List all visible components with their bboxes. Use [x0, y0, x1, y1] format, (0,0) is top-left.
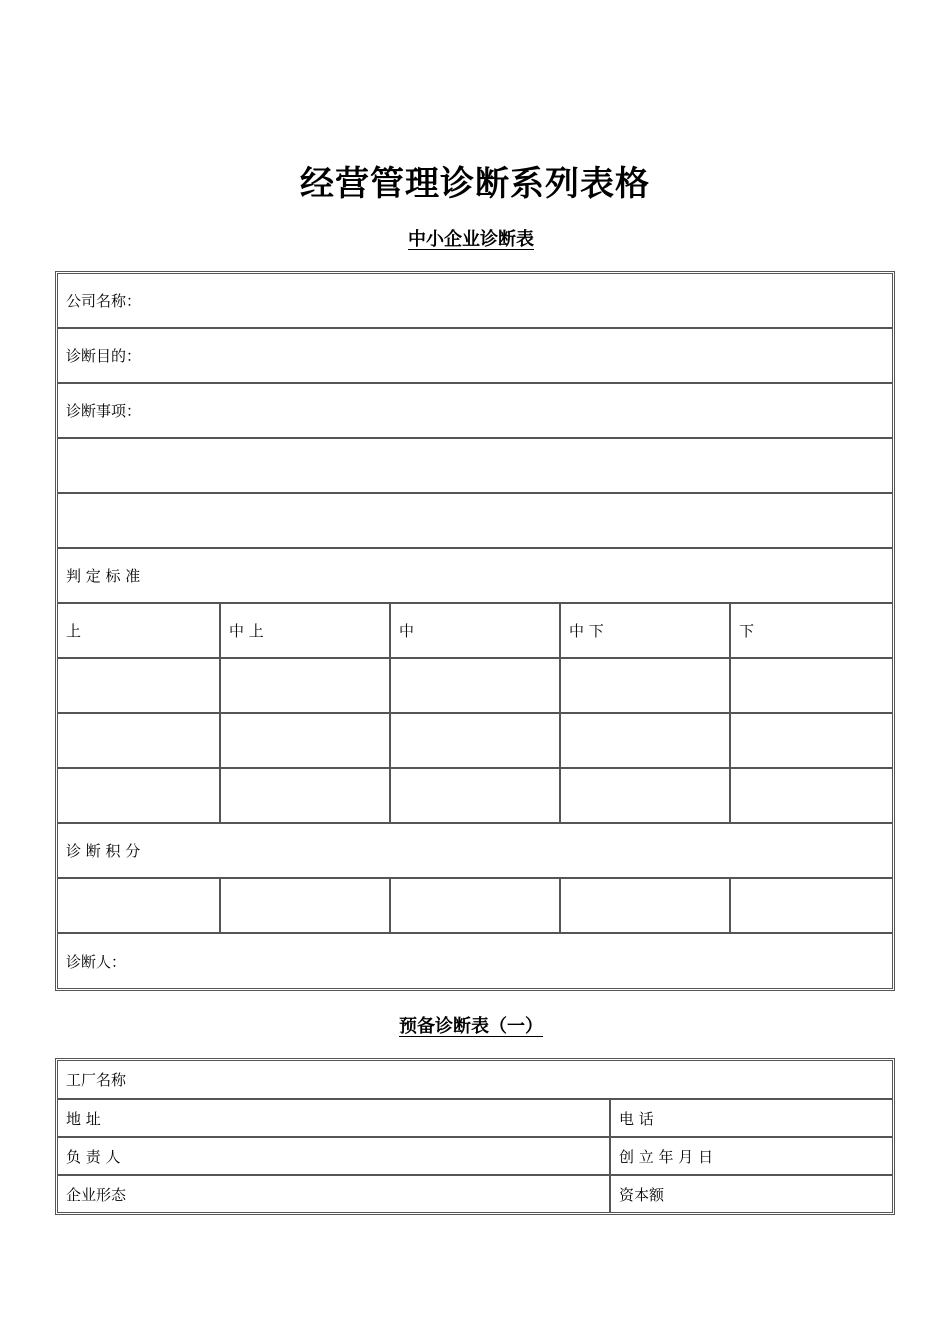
grade-cell: 中 上	[219, 604, 389, 657]
blank-cell	[729, 659, 892, 712]
phone-label: 电 话	[609, 1100, 892, 1136]
diagnoser-label: 诊断人：	[66, 952, 127, 971]
items-row	[58, 384, 892, 439]
blank-cell	[219, 714, 389, 767]
manager-row	[58, 1138, 892, 1176]
address-row	[58, 1100, 892, 1138]
address-label: 地 址	[66, 1109, 101, 1128]
score-row	[58, 824, 892, 879]
criteria-label: 判 定 标 准	[66, 567, 141, 585]
blank-cell	[389, 714, 559, 767]
purpose-label: 诊断目的：	[66, 347, 142, 365]
diagnoser-row	[58, 934, 892, 988]
score-label: 诊 断 积 分	[66, 842, 141, 860]
factory-name-label: 工厂名称	[66, 1071, 127, 1089]
blank-cell	[559, 769, 729, 822]
company-name-row	[58, 274, 892, 329]
blank-cell	[389, 879, 559, 932]
enterprise-type-label: 企业形态	[66, 1185, 127, 1204]
founded-label: 创 立 年 月 日	[609, 1138, 892, 1174]
page-title: 经营管理诊断系列表格	[300, 164, 650, 204]
grade-blank-row	[58, 769, 892, 824]
grade-cell: 中 下	[559, 604, 729, 657]
score-blank-row	[58, 879, 892, 934]
blank-cell	[219, 659, 389, 712]
grade-blank-row	[58, 714, 892, 769]
blank-cell	[389, 769, 559, 822]
blank-cell	[58, 769, 219, 822]
enterprise-type-row	[58, 1176, 892, 1212]
blank-cell	[559, 714, 729, 767]
blank-cell	[389, 659, 559, 712]
blank-cell	[219, 879, 389, 932]
manager-label: 负 责 人	[66, 1147, 121, 1166]
criteria-row	[58, 549, 892, 604]
capital-label: 资本额	[609, 1176, 892, 1212]
blank-cell	[729, 879, 892, 932]
blank-cell	[729, 769, 892, 822]
blank-cell	[219, 769, 389, 822]
grade-cell: 上	[66, 622, 82, 640]
blank-cell	[58, 659, 219, 712]
blank-cell	[559, 879, 729, 932]
purpose-row	[58, 329, 892, 384]
items-label: 诊断事项：	[66, 402, 142, 420]
blank-cell	[58, 714, 219, 767]
blank-row	[58, 494, 892, 549]
company-name-label: 公司名称：	[66, 292, 142, 310]
grade-blank-row	[58, 659, 892, 714]
form1-title: 中小企业诊断表	[408, 229, 534, 250]
blank-cell	[58, 879, 219, 932]
grade-cell: 下	[729, 604, 892, 657]
blank-row	[58, 439, 892, 494]
pre-diagnosis-table	[55, 1058, 895, 1215]
form2-title: 预备诊断表（一）	[399, 1016, 543, 1037]
sme-diagnosis-table	[55, 271, 895, 991]
blank-cell	[729, 714, 892, 767]
blank-cell	[559, 659, 729, 712]
grade-header-row	[58, 604, 892, 659]
grade-cell: 中	[389, 604, 559, 657]
factory-name-row	[58, 1061, 892, 1100]
